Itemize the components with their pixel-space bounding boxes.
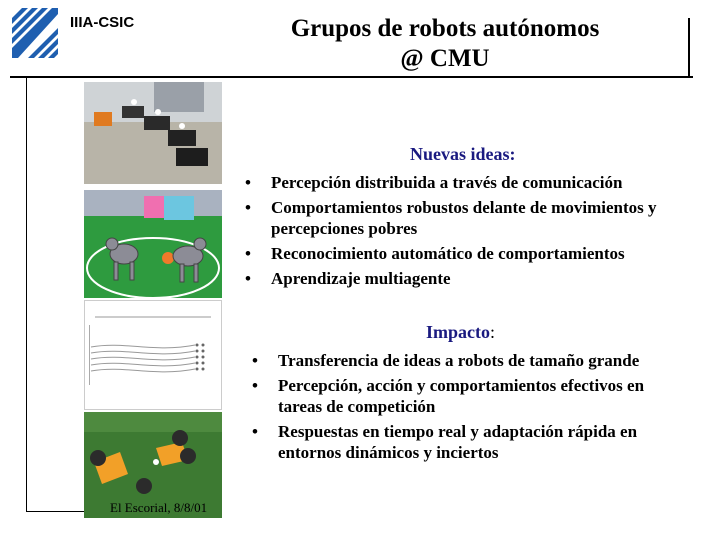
impact-list xyxy=(252,350,692,467)
list-item: • Respuestas en tiempo real y adaptación rápida en entornos dinámicos y inciertos xyxy=(252,421,692,463)
left-rule xyxy=(26,76,27,512)
list-item: • Reconocimiento automático de comportamientos xyxy=(245,243,700,264)
photo-lab-robots xyxy=(84,82,222,184)
header-right-rule xyxy=(688,18,690,78)
impact-heading-text: Impacto xyxy=(426,322,490,342)
new-ideas-list xyxy=(245,172,700,293)
header-divider xyxy=(10,76,693,78)
photo-trajectory-diagram xyxy=(84,300,222,410)
footer-caption: El Escorial, 8/8/01 xyxy=(110,500,208,515)
section-heading-new-ideas: Nuevas ideas: xyxy=(410,144,516,164)
list-item: • Percepción distribuida a través de comunicación xyxy=(245,172,700,193)
title-line-1: Grupos de robots autónomos xyxy=(290,15,600,42)
list-item: • Percepción, acción y comportamientos efectivos en tareas de competición xyxy=(252,375,692,417)
impact-heading-colon: : xyxy=(490,322,496,342)
list-item: • Aprendizaje multiagente xyxy=(245,268,700,289)
list-item: • Comportamientos robustos delante de movimientos y percepciones pobres xyxy=(245,197,700,239)
iiia-logo-icon xyxy=(12,8,58,58)
bottom-rule xyxy=(26,511,86,512)
org-label: IIIA-CSIC xyxy=(70,14,135,31)
photo-robot-soccer xyxy=(84,190,222,298)
section-heading-impact xyxy=(426,322,495,343)
title-line-2: @ CMU xyxy=(400,45,490,72)
list-item: • Transferencia de ideas a robots de tamaño grande xyxy=(252,350,692,371)
slide-title xyxy=(230,14,660,74)
